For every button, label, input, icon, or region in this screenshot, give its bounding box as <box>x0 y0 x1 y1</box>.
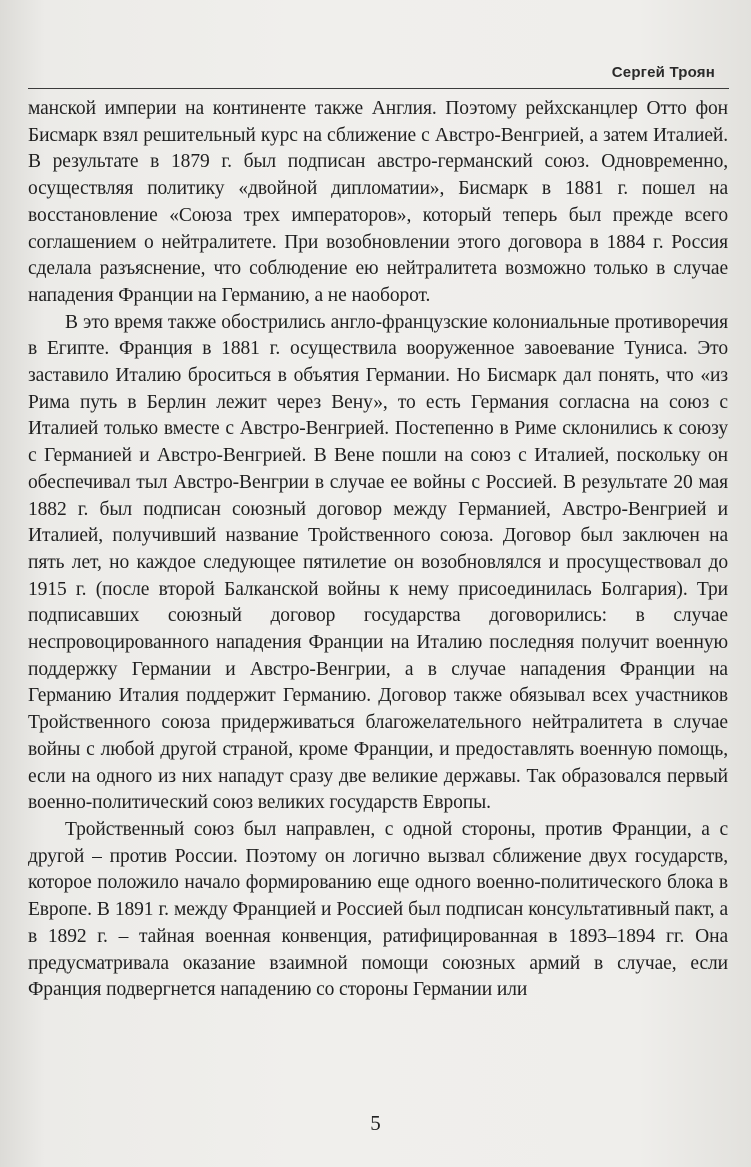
body-text <box>28 96 728 1004</box>
running-header <box>28 52 729 89</box>
page-number: 5 <box>370 1111 381 1135</box>
paragraph-triple-alliance: В это время также обострились англо-французские колониальные противоречия в Египте. Франция в 1881 г. осуществила вооруженное завоевание Туниса. Это заставило Италию броситься в объятия Германии. Но Бисмарк дал понять, что «из Рима путь в Берлин лежит через Вену», то есть Германия согласна на союз с Италией только вместе с Австро-Венгрией. Постепенно в Риме склонились к союзу с Германией и Австро-Венгрией. В Вене пошли на союз с Италией, поскольку он обеспечивал тыл Австро-Венгрии в случае ее войны с Россией. В результате 20 мая 1882 г. был подписан союзный договор между Германией, Австро-Венгрией и Италией, получивший название Тройственного союза. Договор был заключен на пять лет, но каждое следующее пятилетие он возобновлялся и просуществовал до 1915 г. (после второй Балканской войны к нему присоединилась Болгария). Три подписавших союзный договор государства договорились: в случае неспровоцированного нападения Франции на Италию последняя получит военную поддержку Германии и Австро-Венгрии, а в случае нападения Франции на Германию Италия поддержит Германию. Договор также обязывал всех участников Тройственного союза придерживаться благожелательного нейтралитета в случае войны с любой другой страной, кроме Франции, и предоставлять военную помощь, если на одного из них нападут сразу две великие державы. Так образовался первый военно-политический союз великих государств Европы. <box>28 311 728 814</box>
paragraph-franco-russian: Тройственный союз был направлен, с одной стороны, против Франции, а с другой – против России. Поэтому он логично вызвал сближение двух государств, которое положило начало формированию еще одного военно-политического блока в Европе. В 1891 г. между Францией и Россией был подписан консультативный пакт, а в 1892 г. – тайная военная конвенция, ратифицированная в 1893–1894 гг. Она предусматривала оказание взаимной помощи союзных армий в случае, если Франция подвергнется нападению со стороны Германии или <box>28 818 728 1001</box>
author-name: Сергей Троян <box>611 64 715 81</box>
paragraph-continued: манской империи на континенте также Англия. Поэтому рейхсканцлер Отто фон Бисмарк взял решительный курс на сближение с Австро-Венгрией, а затем Италией. В результате в 1879 г. был подписан австро-германский союз. Одновременно, осуществляя политику «двойной дипломатии», Бисмарк в 1881 г. пошел на восстановление «Союза трех императоров», который теперь был прежде всего соглашением о нейтралитете. При возобновлении этого договора в 1884 г. Россия сделала разъяснение, что соблюдение ею нейтралитета возможно только в случае нападения Франции на Германию, а не наоборот. <box>28 98 728 306</box>
